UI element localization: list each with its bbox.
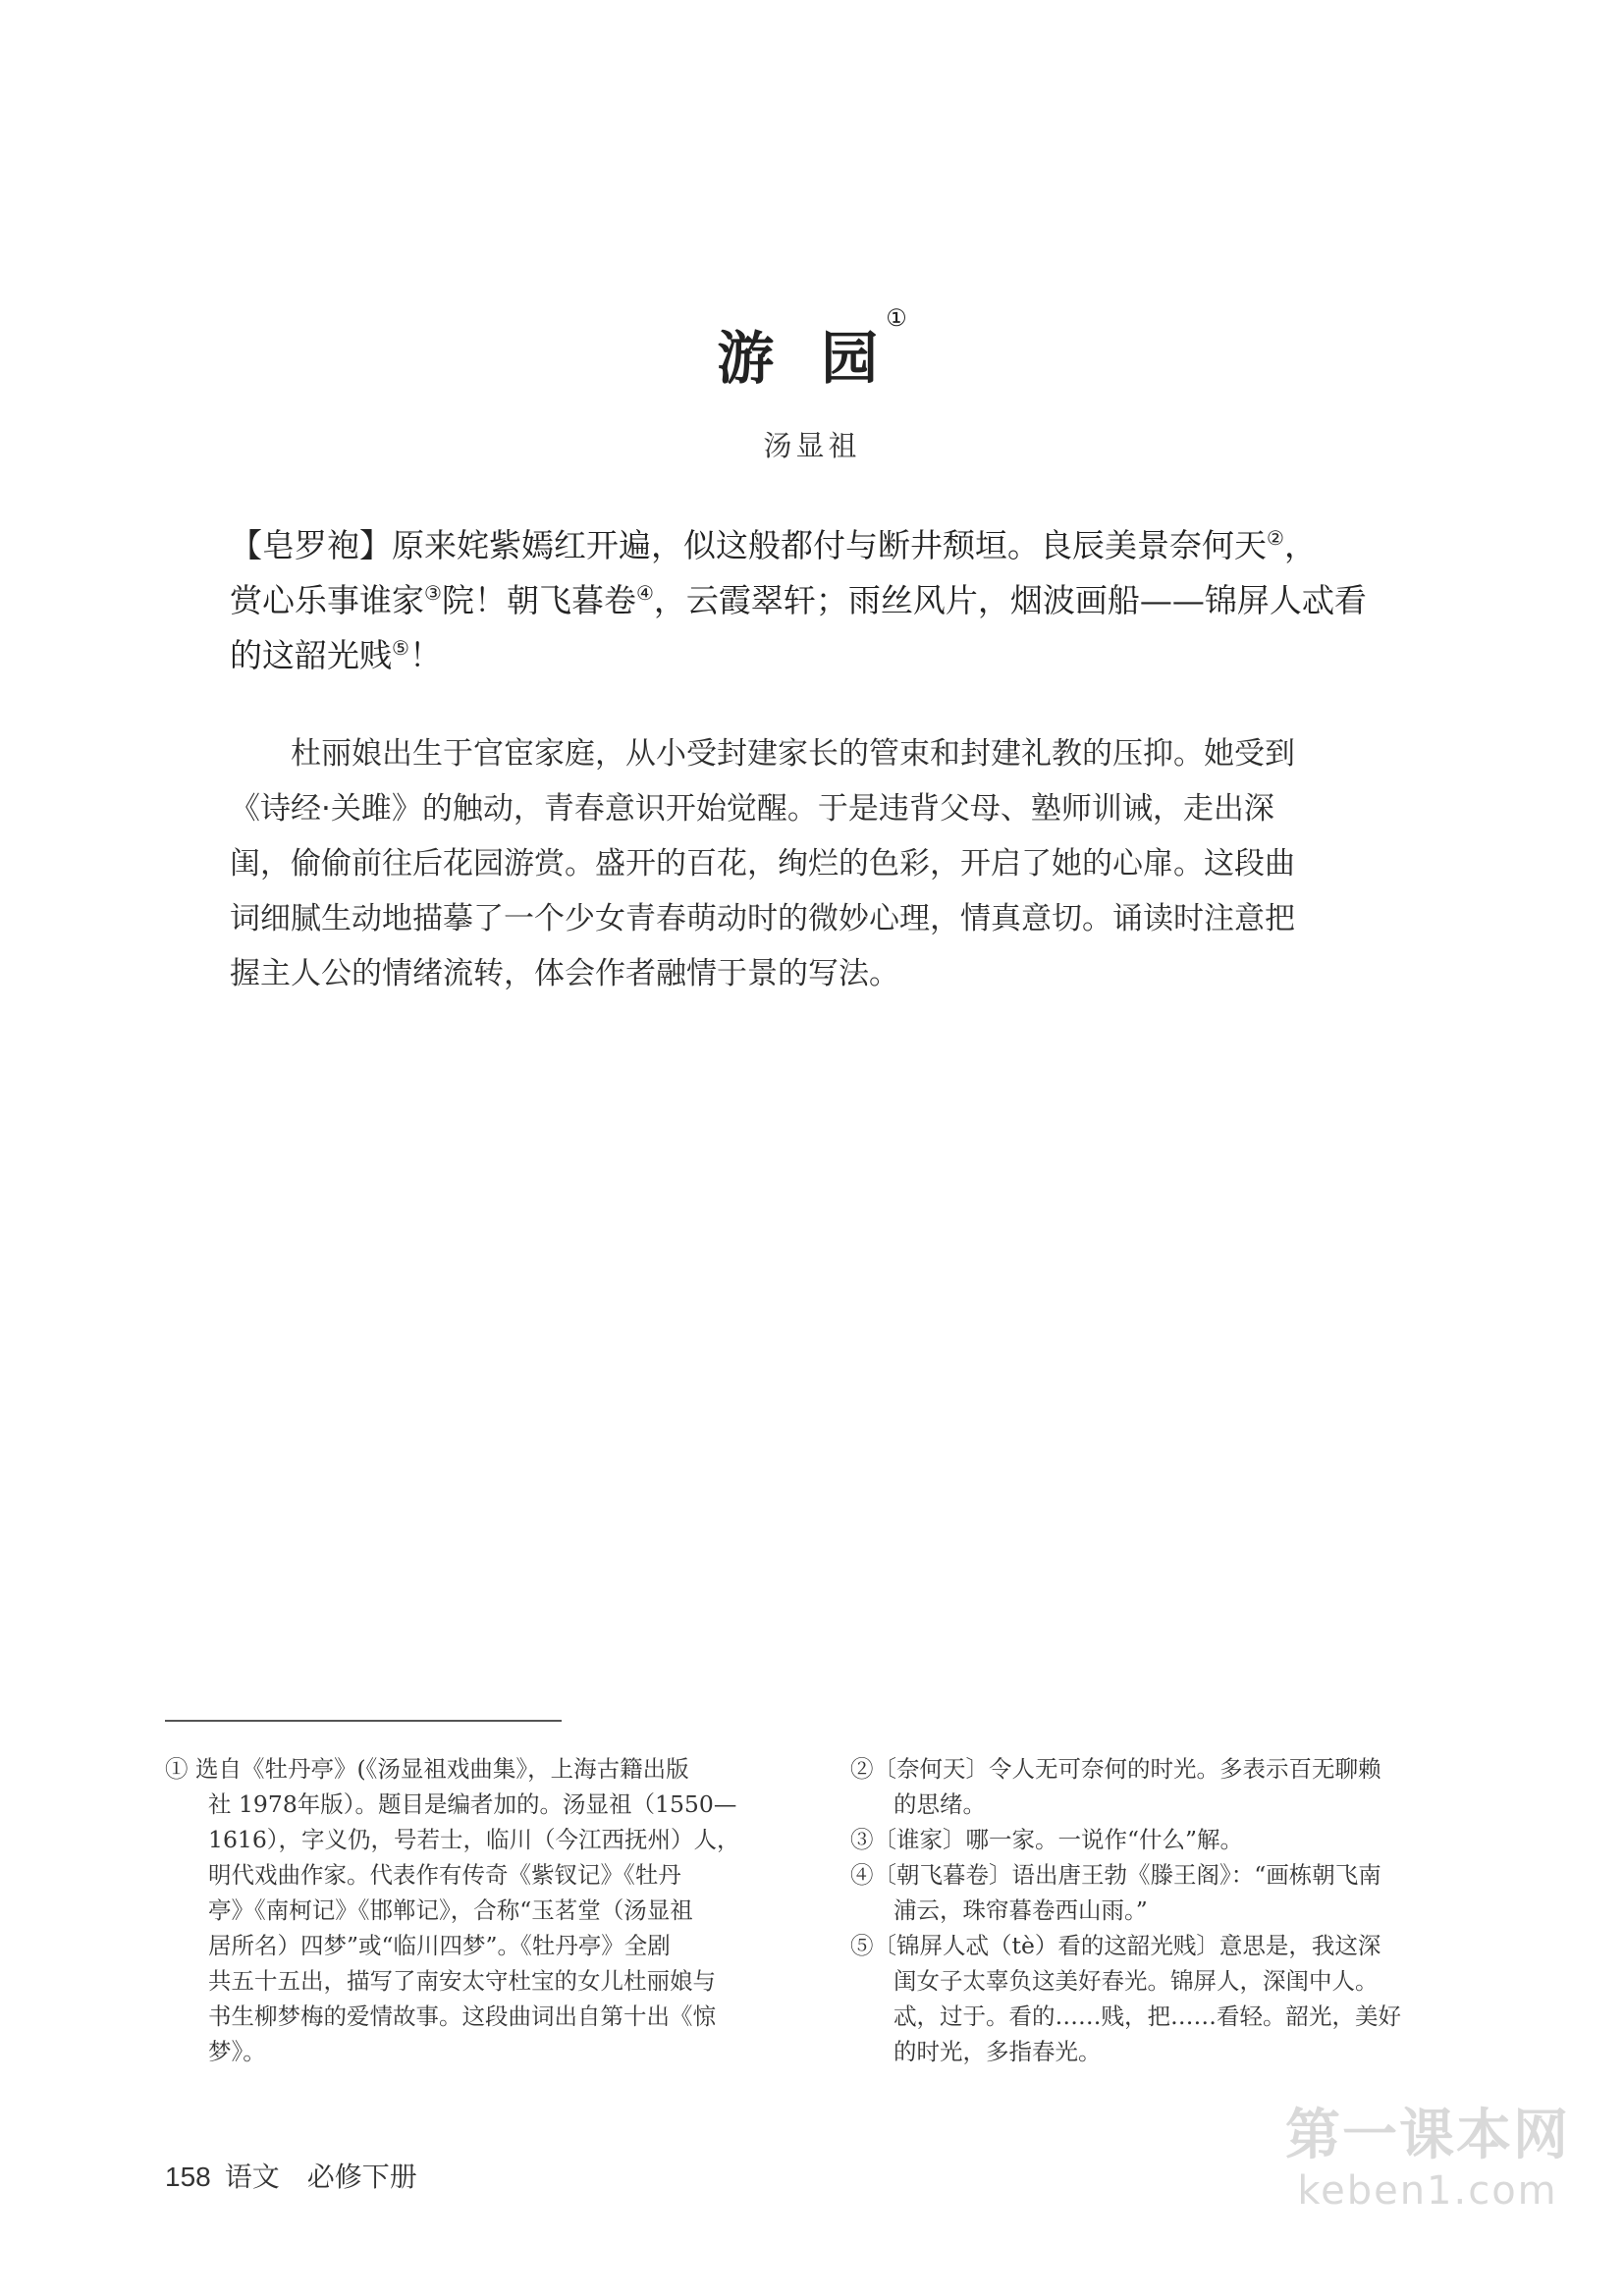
footnote-line: 1616），字义仍，号若士，临川（今江西抚州）人， — [208, 1826, 740, 1853]
footnote-line: ③〔谁家〕哪一家。一说作“什么”解。 — [850, 1826, 1244, 1853]
verse-block — [230, 518, 1388, 683]
footnote-line: 的思绪。 — [893, 1790, 986, 1818]
footnotes-left-column — [165, 1751, 774, 2069]
footnote-line: 明代戏曲作家。代表作有传奇《紫钗记》《牡丹 — [208, 1861, 681, 1889]
footnotes-right-column — [850, 1751, 1459, 2069]
intro-line: 握主人公的情绪流转，体会作者融情于景的写法。 — [230, 956, 899, 991]
title-footnote-marker: ① — [886, 304, 907, 332]
footnote-line: ① 选自《牡丹亭》(《汤显祖戏曲集》，上海古籍出版 — [165, 1755, 689, 1783]
footnote-line: ⑤〔锦屏人忒（tè）看的这韶光贱〕意思是，我这深 — [850, 1932, 1381, 1959]
footnote-line: 共五十五出，描写了南安太守杜宝的女儿杜丽娘与 — [208, 1967, 716, 1995]
intro-line: 闺，偷偷前往后花园游赏。盛开的百花，绚烂的色彩，开启了她的心扉。这段曲 — [230, 846, 1295, 881]
footnote-marker: ③ — [424, 581, 442, 605]
watermark-url: keben1.com — [1297, 2168, 1558, 2214]
footnote-line: 的时光，多指春光。 — [893, 2038, 1102, 2065]
author-name: 汤显祖 — [763, 429, 861, 462]
footnote-divider — [165, 1720, 562, 1722]
footnote-line: 亭》《南柯记》《邯郸记》，合称“玉茗堂（汤显祖 — [208, 1896, 693, 1924]
watermark-text: 第一课本网 — [1285, 2104, 1570, 2167]
verse-line: 赏心乐事谁家③院！朝飞暮卷④，云霞翠轩；雨丝风片，烟波画船——锦屏人忒看 — [230, 581, 1367, 619]
verse-line: 【皂罗袍】原来姹紫嫣红开遍，似这般都付与断井颓垣。良辰美景奈何天②， — [230, 526, 1317, 564]
lesson-title — [0, 304, 1624, 395]
footnote-line: 居所名）四梦”或“临川四梦”。《牡丹亭》全剧 — [208, 1932, 671, 1959]
footnote-line: 社 1978年版）。题目是编者加的。汤显祖（1550— — [208, 1790, 737, 1818]
intro-line: 杜丽娘出生于官宦家庭，从小受封建家长的管束和封建礼教的压抑。她受到 — [230, 736, 1295, 772]
intro-paragraph — [230, 726, 1388, 1001]
page-footer — [165, 2156, 417, 2195]
footnote-marker: ② — [1267, 526, 1284, 550]
intro-line: 词细腻生动地描摹了一个少女青春萌动时的微妙心理，情真意切。诵读时注意把 — [230, 901, 1295, 936]
footnote-marker: ⑤ — [392, 636, 409, 660]
footnote-line: 浦云，珠帘暮卷西山雨。” — [893, 1896, 1148, 1924]
footnote-line: 忒，过于。看的……贱，把……看轻。韶光，美好 — [893, 2002, 1401, 2030]
lesson-title-text: 游园 — [717, 325, 926, 392]
footnote-line: 梦》。 — [208, 2038, 266, 2065]
verse-line: 的这韶光贱⑤！ — [230, 636, 442, 674]
intro-line: 《诗经·关雎》的触动，青春意识开始觉醒。于是违背父母、塾师训诫，走出深 — [230, 791, 1274, 827]
footnote-line: ②〔奈何天〕令人无可奈何的时光。多表示百无聊赖 — [850, 1755, 1381, 1783]
footnote-line: 闺女子太辜负这美好春光。锦屏人，深闺中人。 — [893, 1967, 1379, 1995]
footnote-line: ④〔朝飞暮卷〕语出唐王勃《滕王阁》：“画栋朝飞南 — [850, 1861, 1381, 1889]
page-number: 158 — [165, 2162, 211, 2192]
footnote-marker: ④ — [635, 581, 654, 605]
footnote-line: 书生柳梦梅的爱情故事。这段曲词出自第十出《惊 — [208, 2002, 716, 2030]
site-watermark — [1280, 2105, 1575, 2215]
book-title: 语文 必修下册 — [224, 2161, 417, 2193]
